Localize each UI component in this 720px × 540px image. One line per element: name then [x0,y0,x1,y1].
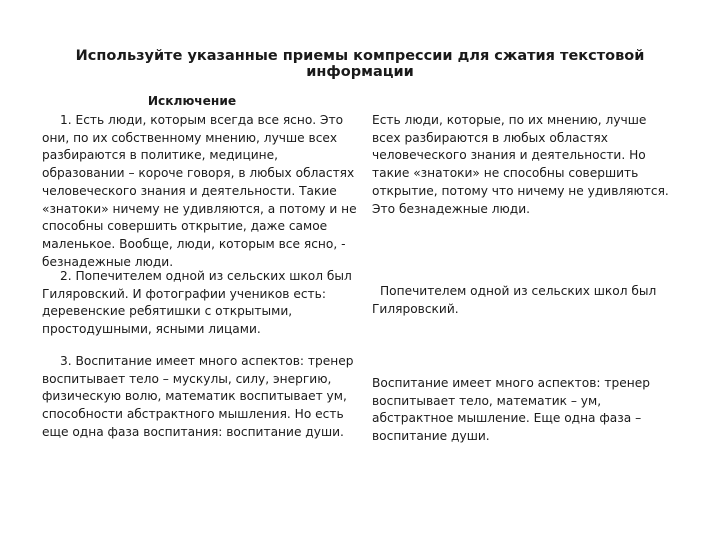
original-paragraph-3: 3. Воспитание имеет много аспектов: тренер воспитывает тело – мускулы, силу, энергию, физическую волю, математик воспитывает ум, способности абстрактного мышления. Но есть еще одна фаза воспитания: воспитание души. [42,354,354,439]
compressed-paragraph-1: Есть люди, которые, по их мнению, лучше всех разбираются в любых областях человеческого знания и деятельности. Но такие «знатоки» не способны совершить открытие, потому что ничему не удивляются. Это безнадежные люди. [372,113,669,216]
slide-title: Используйте указанные приемы компрессии для сжатия текстовой информации [75,48,645,80]
compressed-paragraph-3: Воспитание имеет много аспектов: тренер воспитывает тело, математик – ум, абстрактное мышление. Еще одна фаза – воспитание души. [372,376,650,444]
original-paragraph-1: 1. Есть люди, которым всегда все ясно. Это они, по их собственному мнению, лучше всех разбираются в политике, медицине, образовании – короче говоря, в любых областях человеческого знания и деятельности. Такие «знатоки» ничему не удивляются, а потому и не способны совершить открытие, даже самое маленькое. Вообще, люди, которым все ясно, - безнадежные люди. [42,113,357,269]
compressed-paragraph-2: Попечителем одной из сельских школ был Гиляровский. [372,284,657,316]
original-paragraph-2: 2. Попечителем одной из сельских школ был Гиляровский. И фотографии учеников есть: деревенские ребятишки с открытыми, простодушными, ясными лицами. [42,269,352,337]
column-heading-exclusion: Исключение [147,94,237,108]
